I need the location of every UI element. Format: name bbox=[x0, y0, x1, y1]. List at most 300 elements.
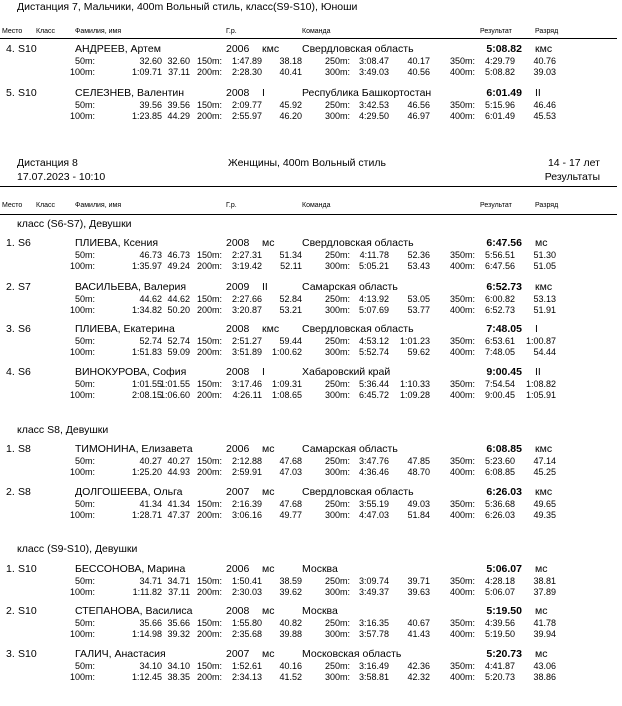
split-time: 4:29.50 bbox=[358, 110, 389, 121]
split-lap: 52.36 bbox=[407, 250, 430, 260]
athlete-result: 5:20.73 bbox=[486, 648, 522, 660]
split-time: 3:09.74 bbox=[358, 576, 389, 586]
split-lap: 40.56 bbox=[407, 66, 430, 77]
split-time: 1:14.98 bbox=[131, 628, 162, 639]
split-time: 5:06.07 bbox=[484, 586, 515, 597]
split-distance: 300m: bbox=[324, 260, 350, 271]
athlete-result: 6:52.73 bbox=[486, 281, 522, 293]
athlete-name: СТЕПАНОВА, Василиса bbox=[75, 605, 193, 617]
split-distance: 100m: bbox=[69, 260, 95, 271]
split-time: 1:12.45 bbox=[131, 671, 162, 682]
split-lap: 47.68 bbox=[279, 499, 302, 509]
split-distance: 350m: bbox=[449, 499, 475, 509]
split-distance: 150m: bbox=[196, 499, 222, 509]
header-result: Результат bbox=[480, 202, 512, 209]
athlete-birth-year: 2009 bbox=[226, 281, 250, 293]
split-distance: 50m: bbox=[74, 661, 95, 671]
split-time: 46.73 bbox=[139, 250, 162, 260]
header-place: Место bbox=[2, 28, 23, 35]
split-distance: 50m: bbox=[74, 499, 95, 509]
athlete-class: S6 bbox=[18, 366, 31, 378]
split-lap: 49.24 bbox=[167, 260, 190, 271]
header-team: Команда bbox=[302, 202, 331, 209]
split-lap: 51.30 bbox=[533, 250, 556, 260]
split-time: 5:20.73 bbox=[484, 671, 515, 682]
athlete-class: S10 bbox=[18, 563, 37, 575]
athlete-team: Самарская область bbox=[302, 443, 398, 455]
athlete-class: S10 bbox=[18, 43, 37, 55]
split-lap: 1:05.91 bbox=[525, 389, 556, 400]
split-time: 5:36.44 bbox=[358, 379, 389, 389]
split-lap: 49.03 bbox=[407, 499, 430, 509]
split-distance: 200m: bbox=[196, 346, 222, 357]
split-time: 3:57.78 bbox=[358, 628, 389, 639]
split-distance: 200m: bbox=[196, 671, 222, 682]
split-lap: 40.76 bbox=[533, 56, 556, 66]
split-lap: 40.67 bbox=[407, 618, 430, 628]
split-lap: 41.78 bbox=[533, 618, 556, 628]
split-distance: 400m: bbox=[449, 110, 475, 121]
split-lap: 49.77 bbox=[279, 509, 302, 520]
athlete-place: 5. bbox=[6, 87, 15, 99]
split-lap: 51.05 bbox=[533, 260, 556, 271]
split-time: 4:47.03 bbox=[358, 509, 389, 520]
split-time: 6:01.49 bbox=[484, 110, 515, 121]
header-year: Г.р. bbox=[226, 28, 237, 35]
athlete-awarded-rank: кмс bbox=[535, 443, 553, 455]
split-distance: 150m: bbox=[196, 661, 222, 671]
split-lap: 39.88 bbox=[279, 628, 302, 639]
athlete-name: АНДРЕЕВ, Артем bbox=[75, 43, 161, 55]
athlete-awarded-rank: II bbox=[535, 366, 541, 378]
split-lap: 39.71 bbox=[407, 576, 430, 586]
split-distance: 150m: bbox=[196, 56, 222, 66]
header-team: Команда bbox=[302, 28, 331, 35]
split-lap: 59.09 bbox=[167, 346, 190, 357]
athlete-current-rank: мс bbox=[262, 605, 275, 617]
athlete-class: S10 bbox=[18, 605, 37, 617]
split-distance: 250m: bbox=[324, 661, 350, 671]
split-time: 9:00.45 bbox=[484, 389, 515, 400]
split-lap: 45.92 bbox=[279, 100, 302, 110]
athlete-team: Свердловская область bbox=[302, 323, 414, 335]
split-time: 3:08.47 bbox=[358, 56, 389, 66]
athlete-result: 9:00.45 bbox=[486, 366, 522, 378]
split-time: 1:23.85 bbox=[131, 110, 162, 121]
split-distance: 50m: bbox=[74, 456, 95, 466]
split-lap: 52.11 bbox=[280, 260, 302, 271]
split-distance: 100m: bbox=[69, 389, 95, 400]
split-lap: 32.60 bbox=[167, 56, 190, 66]
athlete-team: Республика Башкортостан bbox=[302, 87, 432, 99]
split-distance: 50m: bbox=[74, 294, 95, 304]
split-distance: 350m: bbox=[449, 618, 475, 628]
split-time: 6:52.73 bbox=[484, 304, 515, 315]
split-time: 5:19.50 bbox=[484, 628, 515, 639]
split-time: 3:19.42 bbox=[231, 260, 262, 271]
split-lap: 47.37 bbox=[167, 509, 190, 520]
split-lap: 51.84 bbox=[407, 509, 430, 520]
split-lap: 46.20 bbox=[279, 110, 302, 121]
split-lap: 44.93 bbox=[167, 466, 190, 477]
split-time: 2:27.31 bbox=[231, 250, 262, 260]
split-distance: 250m: bbox=[324, 456, 350, 466]
athlete-awarded-rank: II bbox=[535, 87, 541, 99]
split-lap: 39.03 bbox=[533, 66, 556, 77]
athlete-class: S8 bbox=[18, 443, 31, 455]
split-lap: 38.81 bbox=[533, 576, 556, 586]
split-lap: 39.32 bbox=[167, 628, 190, 639]
split-distance: 200m: bbox=[196, 304, 222, 315]
split-time: 4:28.18 bbox=[484, 576, 515, 586]
athlete-result: 7:48.05 bbox=[486, 323, 522, 335]
header-rank: Разряд bbox=[535, 28, 559, 35]
split-distance: 50m: bbox=[74, 100, 95, 110]
split-distance: 250m: bbox=[324, 294, 350, 304]
athlete-current-rank: мс bbox=[262, 648, 275, 660]
split-distance: 400m: bbox=[449, 389, 475, 400]
header-name: Фамилия, имя bbox=[75, 202, 122, 209]
split-time: 2:30.03 bbox=[231, 586, 262, 597]
split-distance: 200m: bbox=[196, 628, 222, 639]
split-lap: 59.44 bbox=[279, 336, 302, 346]
split-distance: 300m: bbox=[324, 110, 350, 121]
split-distance: 350m: bbox=[449, 100, 475, 110]
athlete-place: 1. bbox=[6, 237, 15, 249]
split-time: 5:52.74 bbox=[358, 346, 389, 357]
split-lap: 53.21 bbox=[279, 304, 302, 315]
split-lap: 40.41 bbox=[279, 66, 302, 77]
split-lap: 38.86 bbox=[533, 671, 556, 682]
split-lap: 50.20 bbox=[167, 304, 190, 315]
athlete-class: S8 bbox=[18, 486, 31, 498]
header-place: Место bbox=[2, 202, 23, 209]
split-time: 4:36.46 bbox=[358, 466, 389, 477]
split-lap: 34.71 bbox=[167, 576, 190, 586]
split-time: 32.60 bbox=[139, 56, 162, 66]
split-distance: 150m: bbox=[196, 618, 222, 628]
athlete-place: 1. bbox=[6, 443, 15, 455]
split-time: 1:35.97 bbox=[131, 260, 162, 271]
split-distance: 300m: bbox=[324, 586, 350, 597]
split-distance: 50m: bbox=[74, 379, 95, 389]
split-lap: 53.77 bbox=[407, 304, 430, 315]
group-label: класс (S6-S7), Девушки bbox=[17, 218, 132, 230]
split-time: 35.66 bbox=[139, 618, 162, 628]
split-time: 4:11.78 bbox=[359, 250, 389, 260]
split-lap: 45.53 bbox=[533, 110, 556, 121]
group-label: класс (S9-S10), Девушки bbox=[17, 543, 138, 555]
split-distance: 100m: bbox=[69, 346, 95, 357]
split-distance: 150m: bbox=[196, 379, 222, 389]
athlete-current-rank: мс bbox=[262, 237, 275, 249]
athlete-birth-year: 2008 bbox=[226, 87, 250, 99]
split-distance: 50m: bbox=[74, 336, 95, 346]
athlete-name: БЕССОНОВА, Марина bbox=[75, 563, 186, 575]
split-lap: 46.46 bbox=[533, 100, 556, 110]
split-time: 1:50.41 bbox=[231, 576, 262, 586]
split-time: 1:28.71 bbox=[131, 509, 162, 520]
split-lap: 38.59 bbox=[279, 576, 302, 586]
split-time: 5:05.21 bbox=[358, 260, 389, 271]
athlete-birth-year: 2006 bbox=[226, 563, 250, 575]
athlete-birth-year: 2007 bbox=[226, 648, 250, 660]
header-name: Фамилия, имя bbox=[75, 28, 122, 35]
header-divider-dist8 bbox=[0, 214, 617, 215]
split-distance: 300m: bbox=[324, 628, 350, 639]
athlete-birth-year: 2006 bbox=[226, 443, 250, 455]
split-time: 7:54.54 bbox=[484, 379, 515, 389]
athlete-result: 6:01.49 bbox=[486, 87, 522, 99]
split-distance: 250m: bbox=[324, 499, 350, 509]
split-lap: 47.03 bbox=[279, 466, 302, 477]
split-time: 2:09.77 bbox=[231, 100, 262, 110]
athlete-place: 1. bbox=[6, 563, 15, 575]
split-distance: 50m: bbox=[74, 250, 95, 260]
split-time: 1:11.82 bbox=[132, 586, 162, 597]
athlete-team: Хабаровский край bbox=[302, 366, 391, 378]
split-time: 1:47.89 bbox=[231, 56, 262, 66]
split-time: 5:36.68 bbox=[484, 499, 515, 509]
split-distance: 150m: bbox=[196, 100, 222, 110]
header-year: Г.р. bbox=[226, 202, 237, 209]
split-distance: 200m: bbox=[196, 110, 222, 121]
athlete-result: 6:47.56 bbox=[486, 237, 522, 249]
split-lap: 53.13 bbox=[533, 294, 556, 304]
split-lap: 34.10 bbox=[167, 661, 190, 671]
split-lap: 1:00.62 bbox=[271, 346, 302, 357]
split-distance: 300m: bbox=[324, 389, 350, 400]
split-time: 2:34.13 bbox=[231, 671, 262, 682]
split-lap: 39.63 bbox=[407, 586, 430, 597]
split-time: 2:51.27 bbox=[231, 336, 262, 346]
split-time: 4:39.56 bbox=[484, 618, 515, 628]
athlete-awarded-rank: мс bbox=[535, 648, 548, 660]
split-time: 3:58.81 bbox=[358, 671, 389, 682]
athlete-name: ВАСИЛЬЕВА, Валерия bbox=[75, 281, 187, 293]
athlete-class: S6 bbox=[18, 237, 31, 249]
athlete-team: Москва bbox=[302, 605, 338, 617]
split-lap: 51.91 bbox=[533, 304, 556, 315]
split-time: 2:55.97 bbox=[231, 110, 262, 121]
split-time: 2:12.88 bbox=[231, 456, 262, 466]
distance-8-divider bbox=[0, 186, 617, 187]
split-distance: 300m: bbox=[324, 509, 350, 520]
athlete-place: 3. bbox=[6, 323, 15, 335]
split-lap: 38.35 bbox=[167, 671, 190, 682]
split-lap: 1:06.60 bbox=[159, 389, 190, 400]
split-lap: 43.06 bbox=[533, 661, 556, 671]
split-time: 1:51.83 bbox=[131, 346, 162, 357]
athlete-current-rank: мс bbox=[262, 563, 275, 575]
athlete-place: 3. bbox=[6, 648, 15, 660]
split-time: 7:48.05 bbox=[484, 346, 515, 357]
split-distance: 250m: bbox=[324, 100, 350, 110]
split-lap: 40.27 bbox=[167, 456, 190, 466]
split-lap: 46.97 bbox=[407, 110, 430, 121]
athlete-name: СЕЛЕЗНЕВ, Валентин bbox=[75, 87, 185, 99]
split-lap: 37.89 bbox=[533, 586, 556, 597]
split-time: 52.74 bbox=[139, 336, 162, 346]
split-lap: 47.14 bbox=[533, 456, 556, 466]
split-distance: 200m: bbox=[196, 66, 222, 77]
split-distance: 400m: bbox=[449, 586, 475, 597]
athlete-name: ПЛИЕВА, Екатерина bbox=[75, 323, 175, 335]
split-lap: 1:10.33 bbox=[399, 379, 430, 389]
split-distance: 350m: bbox=[449, 576, 475, 586]
split-lap: 59.62 bbox=[407, 346, 430, 357]
athlete-current-rank: II bbox=[262, 281, 268, 293]
split-time: 3:49.37 bbox=[358, 586, 389, 597]
athlete-class: S10 bbox=[18, 87, 37, 99]
split-time: 4:53.12 bbox=[358, 336, 389, 346]
split-time: 3:49.03 bbox=[358, 66, 389, 77]
split-distance: 200m: bbox=[196, 466, 222, 477]
split-distance: 400m: bbox=[449, 671, 475, 682]
split-distance: 150m: bbox=[196, 294, 222, 304]
split-lap: 52.84 bbox=[279, 294, 302, 304]
split-time: 5:23.60 bbox=[484, 456, 515, 466]
athlete-team: Свердловская область bbox=[302, 237, 414, 249]
athlete-awarded-rank: кмс bbox=[535, 43, 553, 55]
split-distance: 200m: bbox=[196, 509, 222, 520]
split-distance: 250m: bbox=[324, 56, 350, 66]
split-time: 3:16.49 bbox=[358, 661, 389, 671]
split-time: 6:45.72 bbox=[358, 389, 389, 400]
distance-7-title: Дистанция 7, Мальчики, 400m Вольный стиль, класс(S9-S10), Юноши bbox=[17, 1, 358, 13]
split-lap: 37.11 bbox=[168, 586, 190, 597]
split-time: 3:17.46 bbox=[231, 379, 262, 389]
distance-8-results-label: Результаты bbox=[544, 171, 600, 183]
split-time: 1:01.55 bbox=[131, 379, 162, 389]
split-distance: 50m: bbox=[74, 576, 95, 586]
split-distance: 200m: bbox=[196, 586, 222, 597]
distance-8-datetime: 17.07.2023 - 10:10 bbox=[17, 171, 106, 183]
split-distance: 150m: bbox=[196, 250, 222, 260]
athlete-result: 5:06.07 bbox=[486, 563, 522, 575]
athlete-current-rank: I bbox=[262, 87, 265, 99]
split-time: 2:16.39 bbox=[231, 499, 262, 509]
athlete-class: S6 bbox=[18, 323, 31, 335]
split-distance: 100m: bbox=[69, 586, 95, 597]
split-time: 3:16.35 bbox=[358, 618, 389, 628]
split-lap: 1:01.55 bbox=[159, 379, 190, 389]
split-lap: 42.32 bbox=[407, 671, 430, 682]
athlete-team: Самарская область bbox=[302, 281, 398, 293]
athlete-current-rank: I bbox=[262, 366, 265, 378]
split-time: 6:53.61 bbox=[484, 336, 515, 346]
header-class: Класс bbox=[36, 202, 56, 209]
split-distance: 250m: bbox=[324, 379, 350, 389]
athlete-place: 2. bbox=[6, 605, 15, 617]
split-distance: 300m: bbox=[324, 346, 350, 357]
athlete-result: 6:08.85 bbox=[486, 443, 522, 455]
split-time: 6:08.85 bbox=[484, 466, 515, 477]
athlete-birth-year: 2008 bbox=[226, 237, 250, 249]
split-lap: 47.85 bbox=[407, 456, 430, 466]
split-distance: 50m: bbox=[74, 56, 95, 66]
split-distance: 300m: bbox=[324, 466, 350, 477]
split-distance: 250m: bbox=[324, 336, 350, 346]
split-distance: 100m: bbox=[69, 110, 95, 121]
athlete-awarded-rank: мс bbox=[535, 605, 548, 617]
split-time: 39.56 bbox=[139, 100, 162, 110]
split-distance: 300m: bbox=[324, 304, 350, 315]
athlete-name: ГАЛИЧ, Анастасия bbox=[75, 648, 166, 660]
split-time: 6:00.82 bbox=[484, 294, 515, 304]
split-time: 6:47.56 bbox=[484, 260, 515, 271]
split-distance: 100m: bbox=[69, 304, 95, 315]
split-time: 44.62 bbox=[139, 294, 162, 304]
athlete-place: 2. bbox=[6, 486, 15, 498]
split-distance: 350m: bbox=[449, 56, 475, 66]
split-distance: 100m: bbox=[69, 509, 95, 520]
split-lap: 40.17 bbox=[407, 56, 430, 66]
split-time: 1:25.20 bbox=[131, 466, 162, 477]
split-lap: 40.82 bbox=[279, 618, 302, 628]
athlete-place: 2. bbox=[6, 281, 15, 293]
athlete-current-rank: мс bbox=[262, 486, 275, 498]
athlete-awarded-rank: кмс bbox=[535, 486, 553, 498]
split-lap: 1:09.28 bbox=[399, 389, 430, 400]
split-distance: 400m: bbox=[449, 346, 475, 357]
split-time: 5:07.69 bbox=[358, 304, 389, 315]
athlete-current-rank: мс bbox=[262, 443, 275, 455]
distance-8-age: 14 - 17 лет bbox=[547, 157, 600, 169]
split-distance: 350m: bbox=[449, 294, 475, 304]
athlete-current-rank: кмс bbox=[262, 323, 280, 335]
split-time: 3:55.19 bbox=[358, 499, 389, 509]
split-lap: 44.62 bbox=[167, 294, 190, 304]
split-lap: 1:01.23 bbox=[399, 336, 430, 346]
split-distance: 150m: bbox=[196, 336, 222, 346]
split-lap: 45.25 bbox=[533, 466, 556, 477]
athlete-class: S10 bbox=[18, 648, 37, 660]
athlete-awarded-rank: мс bbox=[535, 563, 548, 575]
split-distance: 250m: bbox=[324, 576, 350, 586]
split-lap: 53.43 bbox=[407, 260, 430, 271]
athlete-awarded-rank: мс bbox=[535, 237, 548, 249]
athlete-class: S7 bbox=[18, 281, 31, 293]
athlete-birth-year: 2006 bbox=[226, 43, 250, 55]
athlete-name: ДОЛГОШЕЕВА, Ольга bbox=[75, 486, 183, 498]
split-lap: 41.52 bbox=[279, 671, 302, 682]
split-lap: 38.18 bbox=[279, 56, 302, 66]
split-distance: 300m: bbox=[324, 671, 350, 682]
split-distance: 350m: bbox=[449, 250, 475, 260]
split-distance: 250m: bbox=[324, 618, 350, 628]
athlete-team: Москва bbox=[302, 563, 338, 575]
athlete-current-rank: кмс bbox=[262, 43, 280, 55]
split-distance: 150m: bbox=[196, 576, 222, 586]
split-time: 5:56.51 bbox=[484, 250, 515, 260]
split-time: 4:41.87 bbox=[484, 661, 515, 671]
split-distance: 100m: bbox=[69, 466, 95, 477]
split-time: 4:26.11 bbox=[232, 389, 262, 400]
header-rank: Разряд bbox=[535, 202, 559, 209]
athlete-awarded-rank: кмс bbox=[535, 281, 553, 293]
split-time: 3:06.16 bbox=[231, 509, 262, 520]
split-time: 2:59.91 bbox=[231, 466, 262, 477]
header-divider-top bbox=[0, 38, 617, 39]
distance-8-event: Женщины, 400m Вольный стиль bbox=[228, 157, 386, 169]
split-time: 6:26.03 bbox=[484, 509, 515, 520]
split-time: 40.27 bbox=[139, 456, 162, 466]
split-time: 5:08.82 bbox=[484, 66, 515, 77]
split-lap: 40.16 bbox=[279, 661, 302, 671]
split-distance: 400m: bbox=[449, 466, 475, 477]
split-time: 5:15.96 bbox=[484, 100, 515, 110]
